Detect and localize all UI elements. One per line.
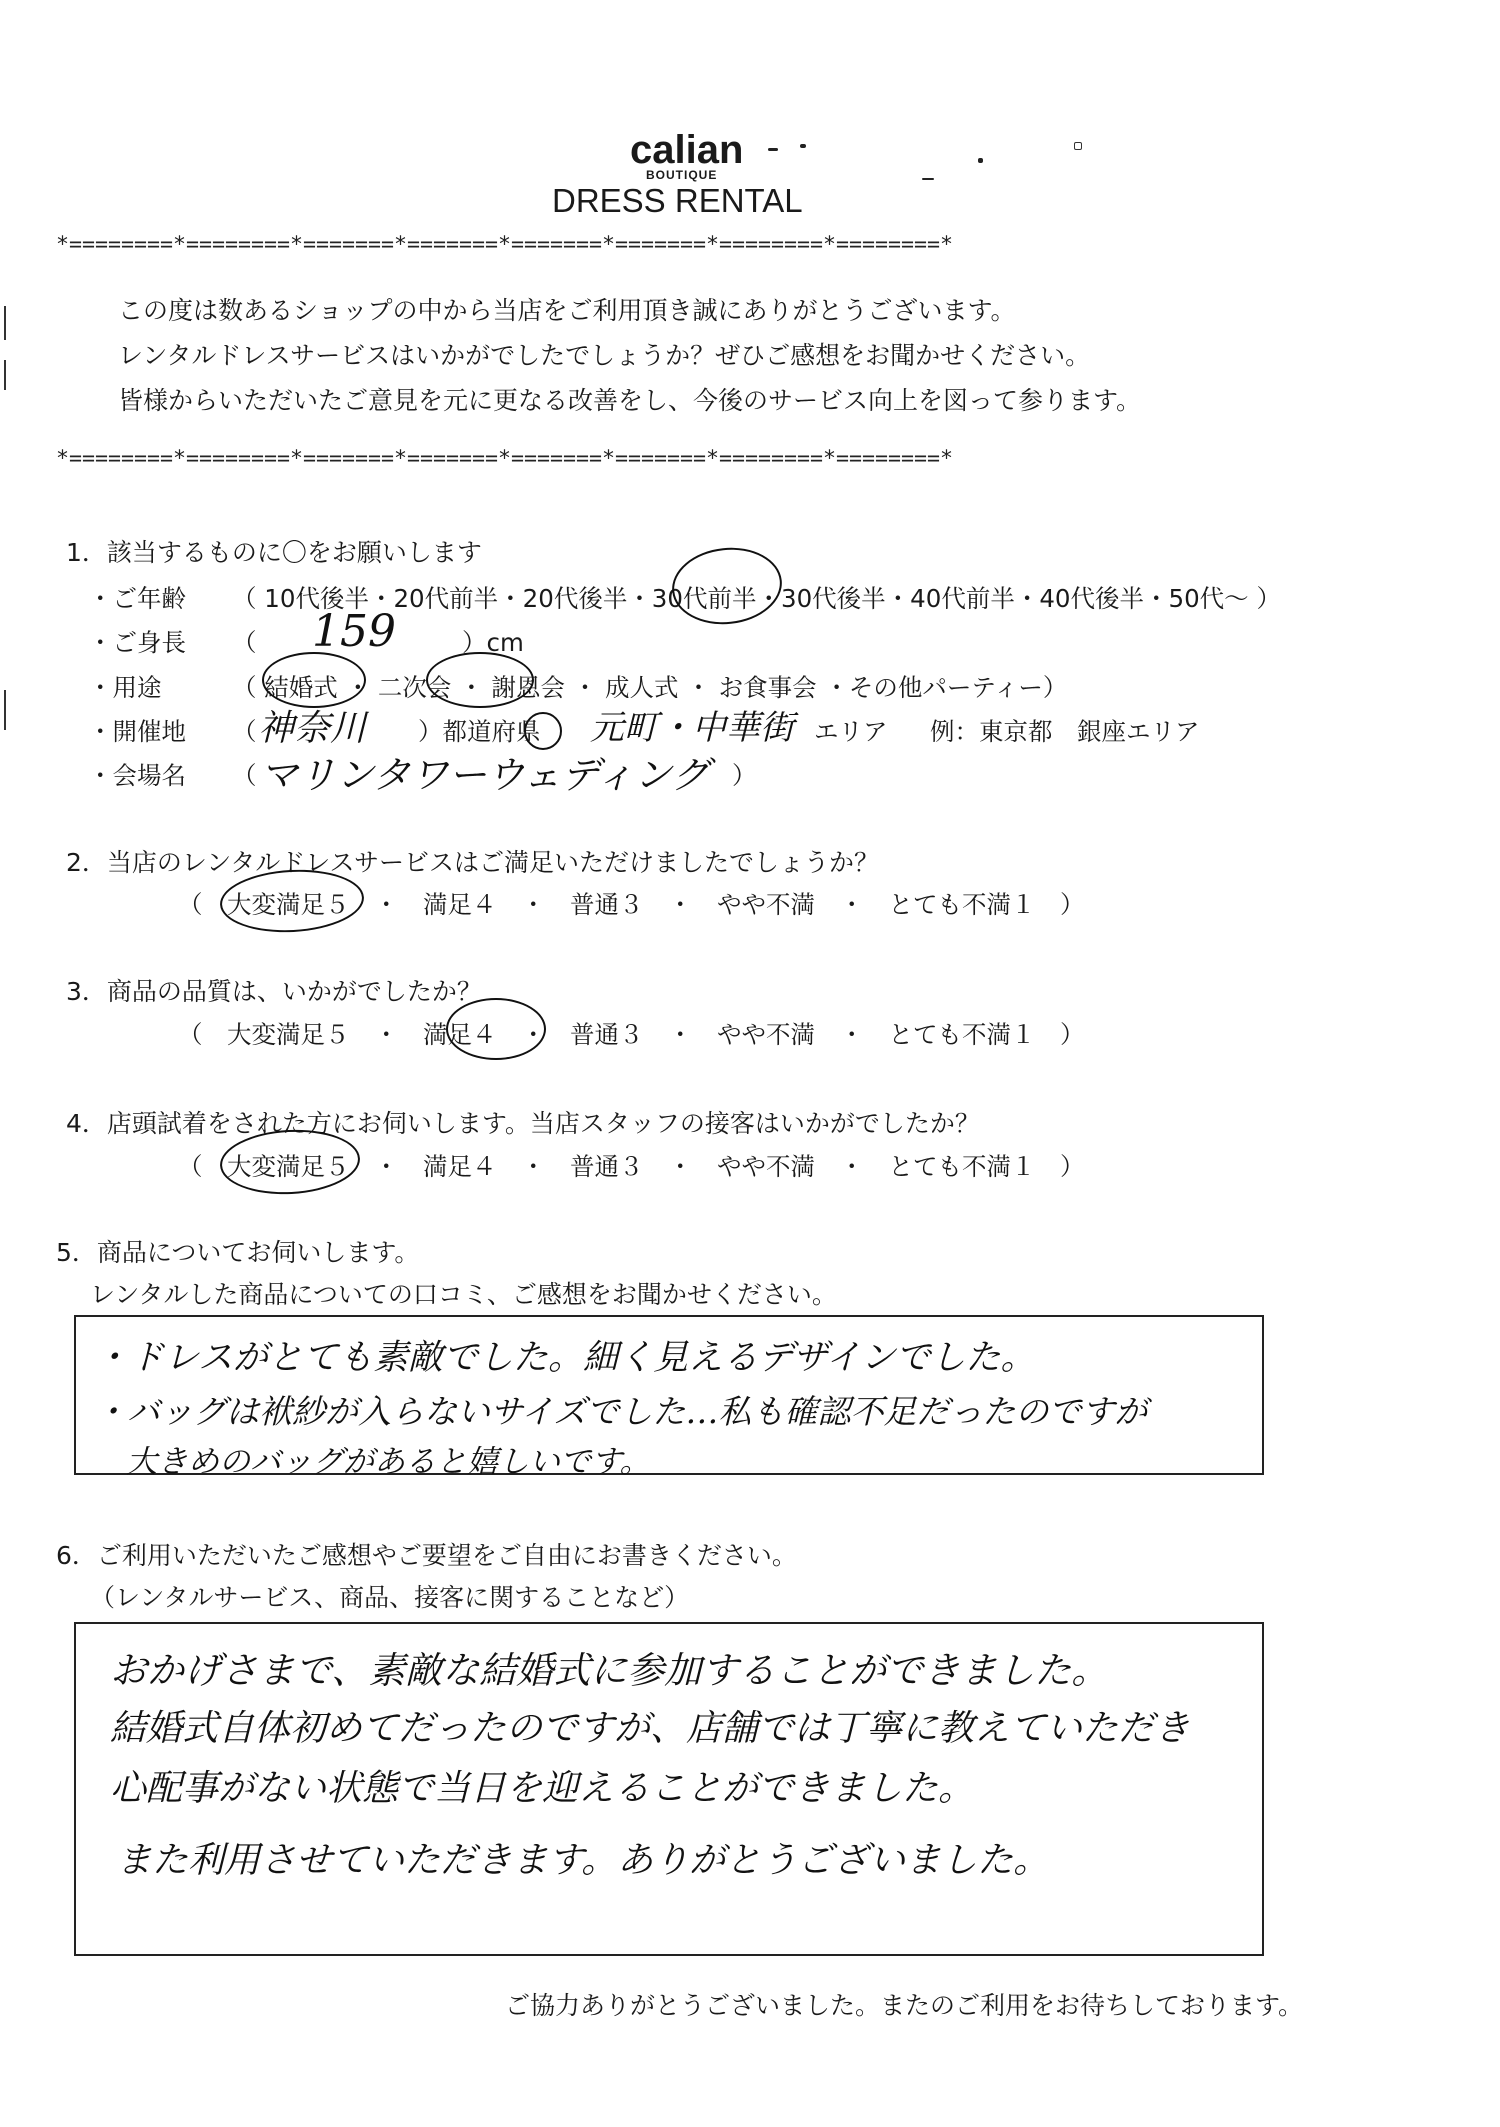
hall-close-paren: ） [732, 761, 757, 790]
scan-speck [978, 158, 983, 163]
scan-margin-mark [4, 360, 6, 390]
venue-area-suffix: エリア [814, 717, 888, 746]
q3-title: 3．商品の品質は、いかがでしたか？ [66, 977, 482, 1006]
q5-answer-line-1: ・ドレスがとても素敵でした。細く見えるデザインでした。 [94, 1338, 1036, 1378]
q6-answer-line-3: 心配事がない状態で当日を迎えることができました。 [110, 1768, 975, 1809]
scan-margin-mark [4, 306, 6, 340]
divider-top: *========*========*=======*=======*=======*=======*========*========* [56, 232, 954, 257]
purpose-label: ・用途 [88, 673, 162, 702]
hall-handwritten-value: マリンタワーウェディング [260, 753, 710, 797]
venue-area-handwritten: 元町・中華街 [590, 708, 794, 748]
scan-speck [768, 148, 778, 151]
venue-label: ・開催地 [88, 717, 186, 746]
venue-open-paren: （ [232, 717, 257, 746]
q6-subtitle: （レンタルサービス、商品、接客に関することなど） [90, 1583, 690, 1612]
q6-title: 6．ご利用いただいたご感想やご要望をご自由にお書きください。 [56, 1541, 797, 1570]
scan-speck [1074, 142, 1082, 150]
scan-speck [800, 144, 806, 148]
q3-options: （ 大変満足５ ・ 満足４ ・ 普通３ ・ やや不満 ・ とても不満１ ） [178, 1020, 1085, 1049]
q6-answer-line-1: おかげさまで、素敵な結婚式に参加することができました。 [110, 1649, 1109, 1692]
purpose-selection-circle-afterparty [426, 652, 534, 708]
height-open-paren: （ [232, 628, 257, 657]
q3-selection-circle [446, 998, 546, 1060]
q2-title: 2．当店のレンタルドレスサービスはご満足いただけましたでしょうか？ [66, 848, 880, 877]
divider-bottom: *========*========*=======*=======*=======*=======*========*========* [56, 446, 954, 471]
intro-line-1: この度は数あるショップの中から当店をご利用頂き誠にありがとうございます。 [118, 296, 1016, 325]
footer-thanks: ご協力ありがとうございました。またのご利用をお待ちしております。 [505, 1991, 1304, 2020]
q4-title: 4．店頭試着をされた方にお伺いします。当店スタッフの接客はいかがでしたか？ [66, 1109, 980, 1138]
q5-answer-line-3: 大きめのバッグがあると嬉しいです。 [126, 1444, 651, 1480]
logo-text: calian [630, 128, 744, 172]
height-label: ・ご身長 [88, 628, 186, 657]
purpose-options: （ 結婚式 ・ 二次会 ・ 謝恩会 ・ 成人式 ・ お食事会 ・その他パーティー） [232, 673, 1068, 702]
venue-pref-handwritten: 神奈川 [258, 708, 367, 749]
intro-line-2: レンタルドレスサービスはいかがでしたでしょうか？ぜひご感想をお聞かせください。 [118, 341, 1091, 370]
height-handwritten-value: 159 [312, 606, 396, 657]
age-label: ・ご年齢 [88, 584, 186, 613]
q5-answer-line-2: ・バッグは袱紗が入らないサイズでした…私も確認不足だったのですが [94, 1392, 1148, 1431]
age-selection-circle [668, 542, 785, 629]
q1-title: 1．該当するものに〇をお願いします [66, 538, 482, 567]
venue-example: 例：東京都 銀座エリア [930, 717, 1200, 746]
q5-subtitle: レンタルした商品についての口コミ、ご感想をお聞かせください。 [90, 1280, 837, 1309]
scan-margin-mark [4, 690, 6, 730]
scan-speck [922, 178, 934, 180]
logo-subtext: BOUTIQUE [646, 168, 718, 182]
q6-answer-line-2: 結婚式自体初めてだったのですが、店舗では丁寧に教えていただき [110, 1708, 1191, 1749]
hall-label: ・会場名 [88, 761, 186, 790]
venue-pref-suffix: ）都道府県 [418, 717, 541, 746]
hall-open-paren: （ [232, 761, 257, 790]
intro-line-3: 皆様からいただいたご意見を元に更なる改善をし、今後のサービス向上を図って参ります。 [118, 386, 1142, 415]
document-title: DRESS RENTAL [552, 182, 803, 219]
age-options: （ 10代後半・20代前半・20代後半・30代前半・30代後半・40代前半・40代後半・50代～ ） [232, 584, 1281, 613]
q4-options: （ 大変満足５ ・ 満足４ ・ 普通３ ・ やや不満 ・ とても不満１ ） [178, 1152, 1085, 1181]
height-unit: ）cm [462, 628, 524, 657]
q5-title: 5．商品についてお伺いします。 [56, 1238, 420, 1267]
q6-answer-line-4: また利用させていただきます。ありがとうございました。 [116, 1840, 1050, 1881]
q2-options: （ 大変満足５ ・ 満足４ ・ 普通３ ・ やや不満 ・ とても不満１ ） [178, 890, 1085, 919]
